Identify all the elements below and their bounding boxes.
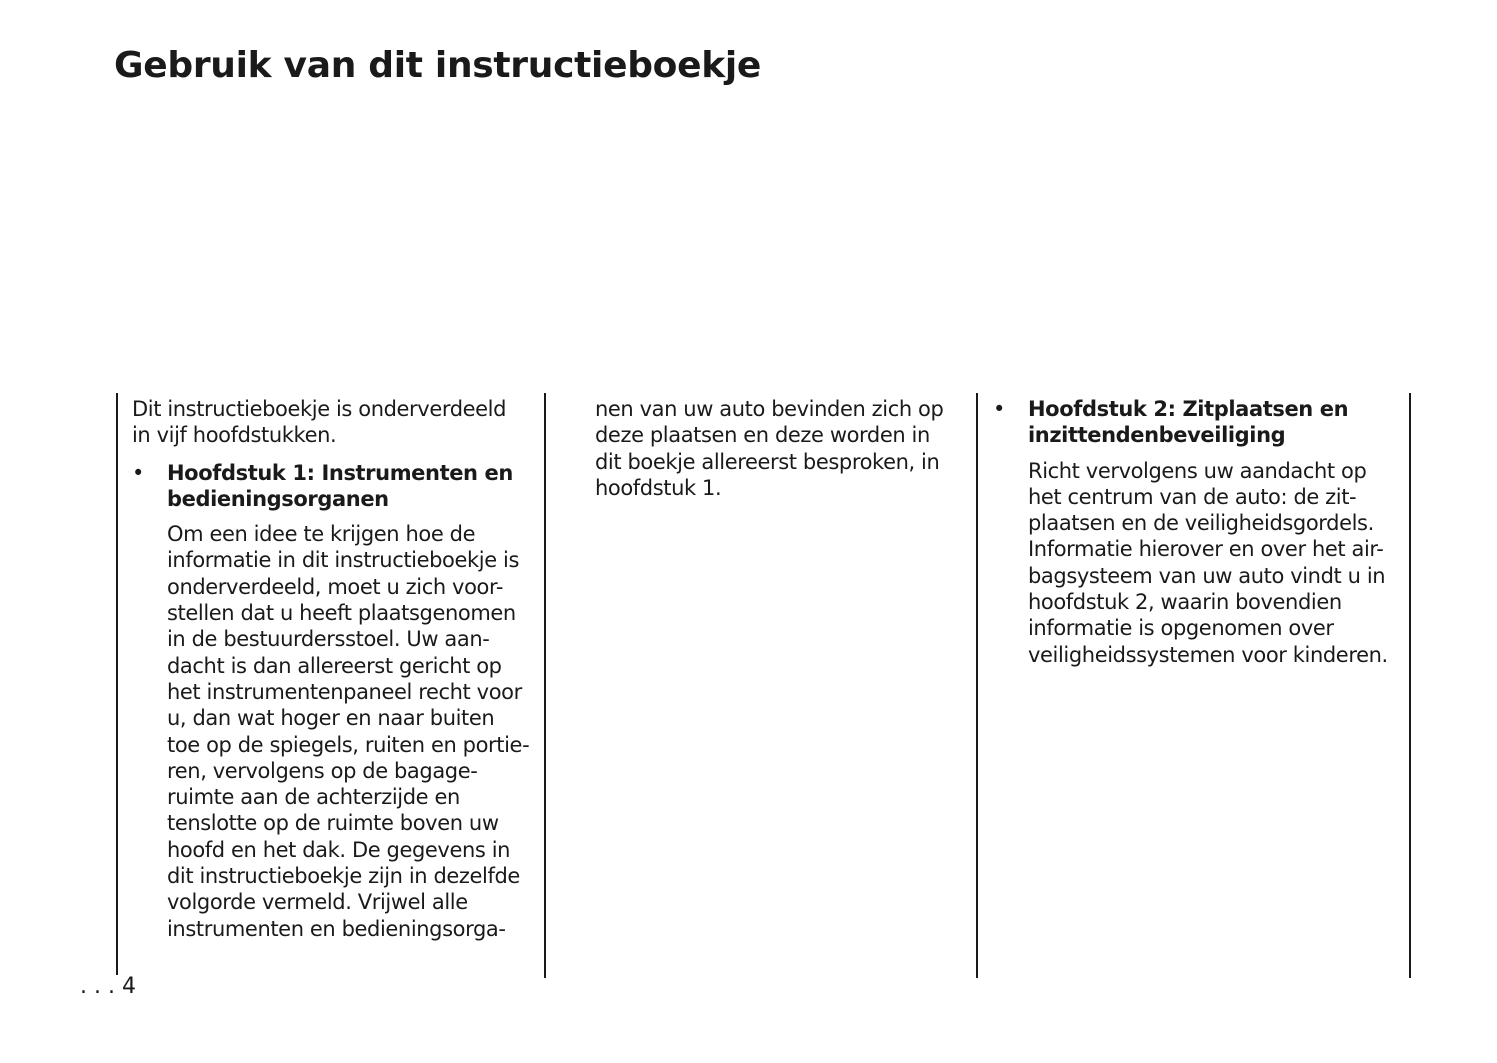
text-line: Informatie hierover en over het air- (1028, 537, 1384, 562)
text-line: Om een idee te krijgen hoe de (167, 522, 476, 547)
text-column-1 (132, 396, 537, 942)
text-line: deze plaatsen en deze worden in (595, 423, 930, 448)
column-rule-right (1409, 393, 1411, 978)
bullet-icon: • (132, 460, 144, 485)
chapter-1-item (132, 460, 537, 942)
text-line: hoofdstuk 2, waarin bovendien (1028, 590, 1342, 615)
chapter-2-heading (1028, 396, 1398, 449)
page-number: . . . 4 (80, 974, 136, 999)
heading-line: bedieningsorganen (167, 486, 389, 511)
text-line: toe op de spiegels, ruiten en portie- (167, 732, 530, 757)
chapter-1-continuation (595, 396, 965, 501)
chapter-2-body (1028, 458, 1398, 668)
intro-paragraph (132, 396, 537, 449)
text-column-3 (993, 396, 1398, 668)
text-line: informatie is opgenomen over (1028, 616, 1334, 641)
text-line: ren, vervolgens op de bagage- (167, 758, 478, 783)
text-line: in vijf hoofdstukken. (132, 423, 337, 448)
chapter-1-heading (167, 460, 537, 513)
text-line: tenslotte op de ruimte boven uw (167, 811, 499, 836)
text-line: dit boekje allereerst besproken, in (595, 449, 940, 474)
text-line: Richt vervolgens uw aandacht op (1028, 458, 1367, 483)
text-line: het instrumentenpaneel recht voor (167, 679, 522, 704)
text-line: nen van uw auto bevinden zich op (595, 397, 944, 421)
column-rule-3 (976, 393, 978, 978)
text-line: dit instructieboekje zijn in dezelfde (167, 864, 520, 889)
chapter-1-body (167, 521, 537, 942)
text-line: plaatsen en de veiligheidsgordels. (1028, 511, 1374, 536)
text-line: onderverdeeld, moet u zich voor- (167, 574, 504, 599)
text-line: in de bestuurdersstoel. Uw aan- (167, 627, 490, 652)
text-line: veiligheidssystemen voor kinderen. (1028, 642, 1388, 667)
text-line: bagsysteem van uw auto vindt u in (1028, 563, 1386, 588)
chapter-2-item (993, 396, 1398, 668)
page-title: Gebruik van dit instructieboekje (114, 45, 762, 86)
text-line: informatie in dit instructieboekje is (167, 548, 519, 573)
heading-line: inzittendenbeveiliging (1028, 423, 1286, 448)
heading-line: Hoofdstuk 1: Instrumenten en (167, 460, 513, 485)
text-line: u, dan wat hoger en naar buiten (167, 706, 495, 731)
bullet-icon: • (993, 397, 1005, 421)
heading-line: Hoofdstuk 2: Zitplaatsen en (1028, 397, 1349, 421)
text-line: volgorde vermeld. Vrijwel alle (167, 890, 468, 915)
text-line: Dit instructieboekje is onderverdeeld (132, 397, 507, 421)
column-rule-left (116, 393, 118, 975)
column-rule-2 (544, 393, 546, 978)
text-line: hoofdstuk 1. (595, 475, 722, 500)
text-column-2 (595, 396, 965, 501)
text-line: dacht is dan allereerst gericht op (167, 653, 502, 678)
text-line: hoofd en het dak. De gegevens in (167, 837, 511, 862)
text-line: ruimte aan de achterzijde en (167, 785, 460, 810)
text-line: stellen dat u heeft plaatsgenomen (167, 601, 516, 626)
text-line: het centrum van de auto: de zit- (1028, 484, 1357, 509)
text-line: instrumenten en bedieningsorga- (167, 916, 506, 941)
